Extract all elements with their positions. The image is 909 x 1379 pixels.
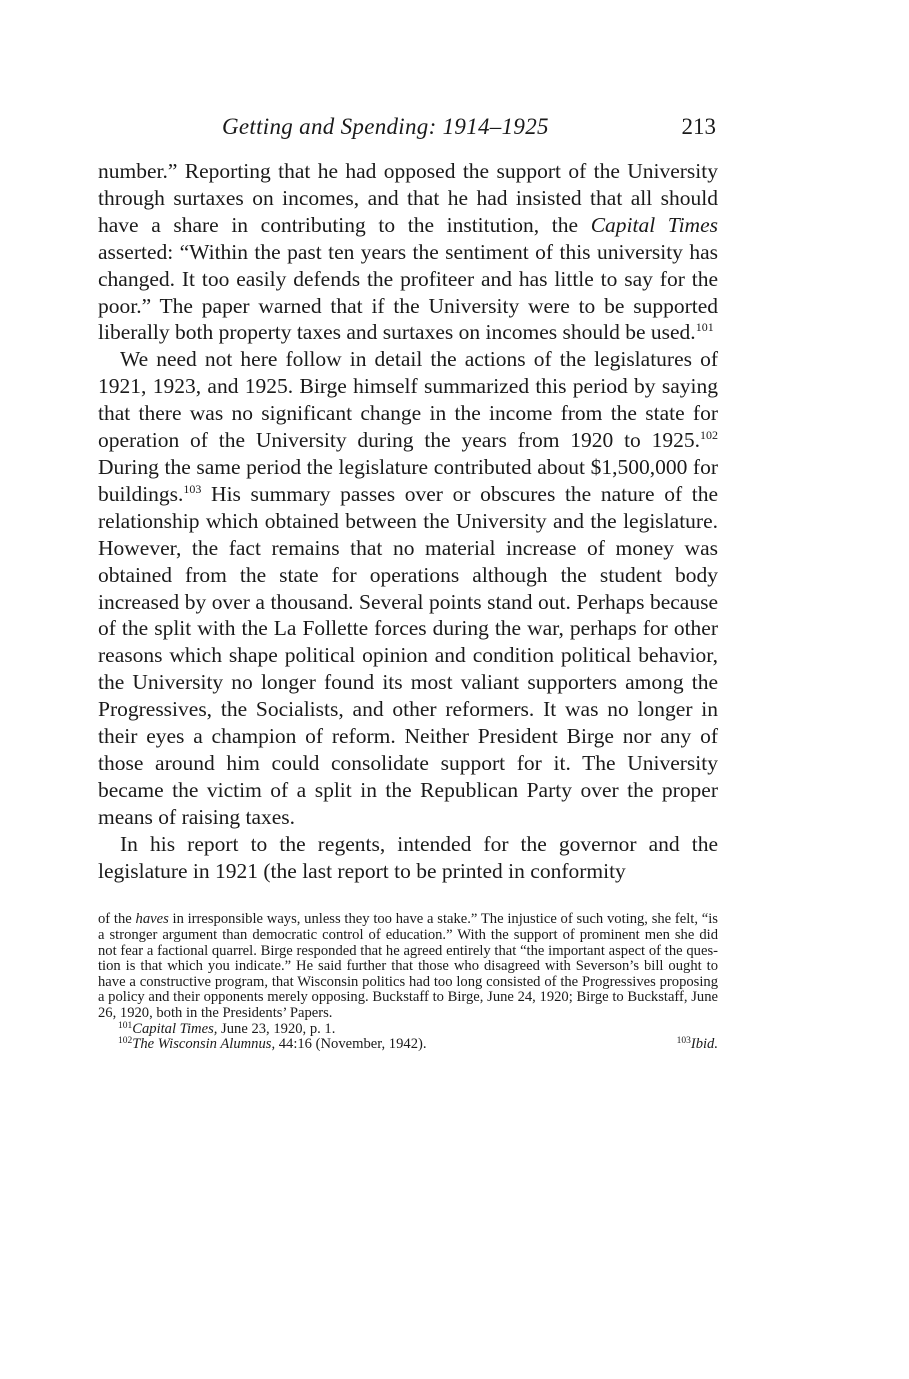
paragraph-1: number.” Reporting that he had opposed the support of the University through surtaxes on incomes, and that he had insisted that all should have a share in contributing to the institution, the Capital Times asserted: “Within the past ten years the sentiment of this university has changed. It too easily defends the profiteer and has little to say for the poor.” The paper warned that if the University were to be supported liberally both property taxes and surtaxes on incomes should be used.$^{101}$ — [98, 159, 718, 345]
paragraph-3: In his report to the regents, intended for the governor and the legislature in 1921 (the last report to be printed in conformity — [98, 831, 718, 883]
footnote-103: $^{103}$Ibid. — [676, 1036, 718, 1053]
page-header — [98, 114, 718, 144]
book-page — [98, 114, 718, 1053]
footnote-ref-101[interactable]: 101 — [695, 320, 714, 335]
footnotes — [98, 912, 718, 1052]
running-title: Getting and Spending: 1914–1925 — [222, 114, 549, 139]
paragraph-2: We need not here follow in detail the actions of the legislatures of 1921, 1923, and 1925. Birge himself summarized this period by saying that there was no significant change in the income from the state for operation of the University during the years from 1920 to 1925.$^{102}$ During the same period the legislature contributed about $1,500,000 for buildings.$^{103}$ His summary passes over or obscures the nature of the relationship which obtained between the University and the legislature. However, the fact remains that no material increase of money was obtained from the state for operations although the student body increased by over a thousand. Several points stand out. Perhaps because of the split with the La Follette forces during the war, perhaps for other reasons which shape political opinion and condition political behavior, the University no longer found its most valiant supporters among the Progressives, the Socialists, and other reformers. It was no longer in their eyes a champion of reform. Neither President Birge nor any of those around him could consolidate support for it. The University became the victim of a split in the Republican Party over the proper means of raising taxes. — [98, 347, 718, 829]
footnote-continuation: of the haves in irresponsible ways, unless they too have a stake.” The injustice of such voting, she felt, “is a stronger argument than democratic control of education.” With the support of prominent men she did not fear a factional quarrel. Birge responded that he agreed entirely that “the important aspect of the question is that which you indicate.” He said further that those who disagreed with Severson’s bill ought to have a constructive program, that Wisconsin politics had too long consisted of the Progressives proposing a policy and their opponents merely opposing. Buckstaff to Birge, June 24, 1920; Birge to Buckstaff, June 26, 1920, both in the Presidents’ Papers. — [98, 911, 718, 1022]
footnote-ref-103[interactable]: 103 — [183, 481, 202, 496]
page-number: 213 — [681, 114, 716, 139]
body-text — [98, 158, 718, 884]
italic-title: Capital Times — [590, 212, 718, 237]
footnote-102: $^{102}$The Wisconsin Alumnus, 44:16 (November, 1942). — [118, 1036, 427, 1053]
footnote-101: $^{101}$Capital Times, June 23, 1920, p. 1. — [118, 1020, 336, 1037]
footnote-102-103-row — [98, 1037, 718, 1053]
footnote-ref-102[interactable]: 102 — [700, 428, 718, 443]
